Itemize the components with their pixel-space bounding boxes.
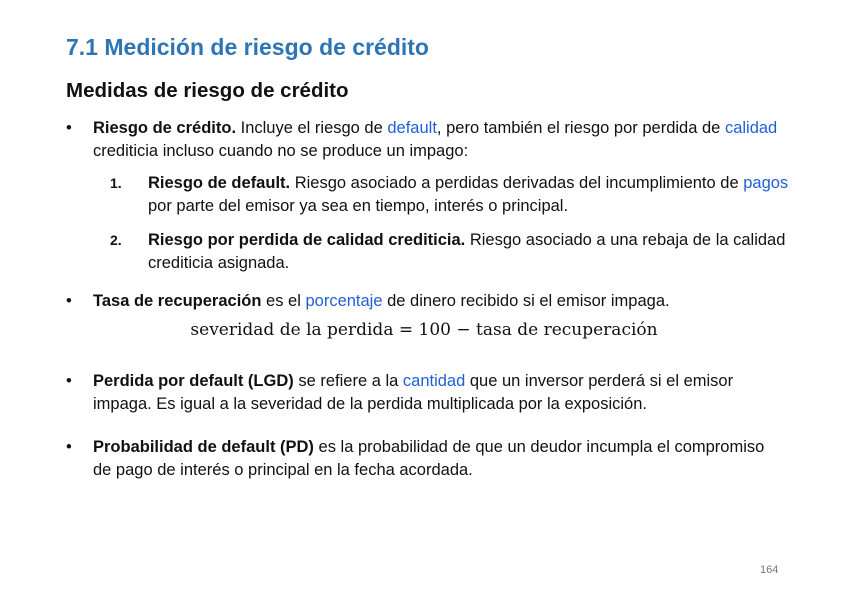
bullet-body: se refiere a la xyxy=(293,372,403,390)
bullet-item-tasa-recuperacion xyxy=(66,290,786,313)
numbered-body: Riesgo asociado a perdidas derivadas del incumplimiento de xyxy=(290,174,744,192)
bullet-marker: • xyxy=(66,119,72,137)
bullet-item-lgd xyxy=(66,370,786,416)
bullet-body: que un inversor perderá si el emisor impaga. Es igual a la severidad de la perdida multiplicada por la exposición. xyxy=(93,372,734,413)
bullet-marker: • xyxy=(66,292,72,310)
bullet-term: Riesgo de crédito. xyxy=(93,119,237,137)
bullet-body: crediticia incluso cuando no se produce un impago: xyxy=(93,142,469,160)
numbered-term: Riesgo por perdida de calidad crediticia. xyxy=(148,231,466,249)
link-calidad[interactable]: calidad xyxy=(724,119,778,137)
numbered-body: Riesgo asociado a una rebaja de la calidad crediticia asignada. xyxy=(148,231,786,272)
link-porcentaje[interactable]: porcentaje xyxy=(305,292,383,310)
bullet-text xyxy=(93,436,786,482)
formula-severidad: severidad de la perdida = 100 − tasa de recuperación xyxy=(190,320,658,340)
link-cantidad[interactable]: cantidad xyxy=(402,372,466,390)
section-heading: Medidas de riesgo de crédito xyxy=(66,79,349,102)
numbered-item-riesgo-calidad xyxy=(110,229,790,275)
numbered-text xyxy=(148,172,790,218)
bullet-body: es la probabilidad de que un deudor incumpla el compromiso de pago de interés o principal en la fecha acordada. xyxy=(93,438,765,479)
numbered-term: Riesgo de default. xyxy=(148,174,291,192)
bullet-term: Probabilidad de default (PD) xyxy=(93,438,314,456)
link-pagos[interactable]: pagos xyxy=(743,174,789,192)
slide-title: 7.1 Medición de riesgo de crédito xyxy=(66,34,429,60)
bullet-text xyxy=(93,370,786,416)
number-marker: 1. xyxy=(110,175,122,191)
bullet-body: Incluye el riesgo de xyxy=(236,119,388,137)
bullet-marker: • xyxy=(66,372,72,390)
bullet-body: , pero también el riesgo por perdida de xyxy=(436,119,725,137)
bullet-term: Tasa de recuperación xyxy=(93,292,262,310)
bullet-text xyxy=(93,290,786,313)
bullet-item-riesgo-credito xyxy=(66,117,786,163)
numbered-text xyxy=(148,229,790,275)
link-default[interactable]: default xyxy=(387,119,437,137)
bullet-text xyxy=(93,117,786,163)
bullet-body: es el xyxy=(261,292,306,310)
number-marker: 2. xyxy=(110,232,122,248)
bullet-marker: • xyxy=(66,438,72,456)
bullet-term: Perdida por default (LGD) xyxy=(93,372,294,390)
numbered-item-riesgo-default xyxy=(110,172,790,218)
numbered-body: por parte del emisor ya sea en tiempo, interés o principal. xyxy=(148,197,569,215)
bullet-item-pd xyxy=(66,436,786,482)
bullet-body: de dinero recibido si el emisor impaga. xyxy=(382,292,670,310)
page-number: 164 xyxy=(760,564,779,576)
